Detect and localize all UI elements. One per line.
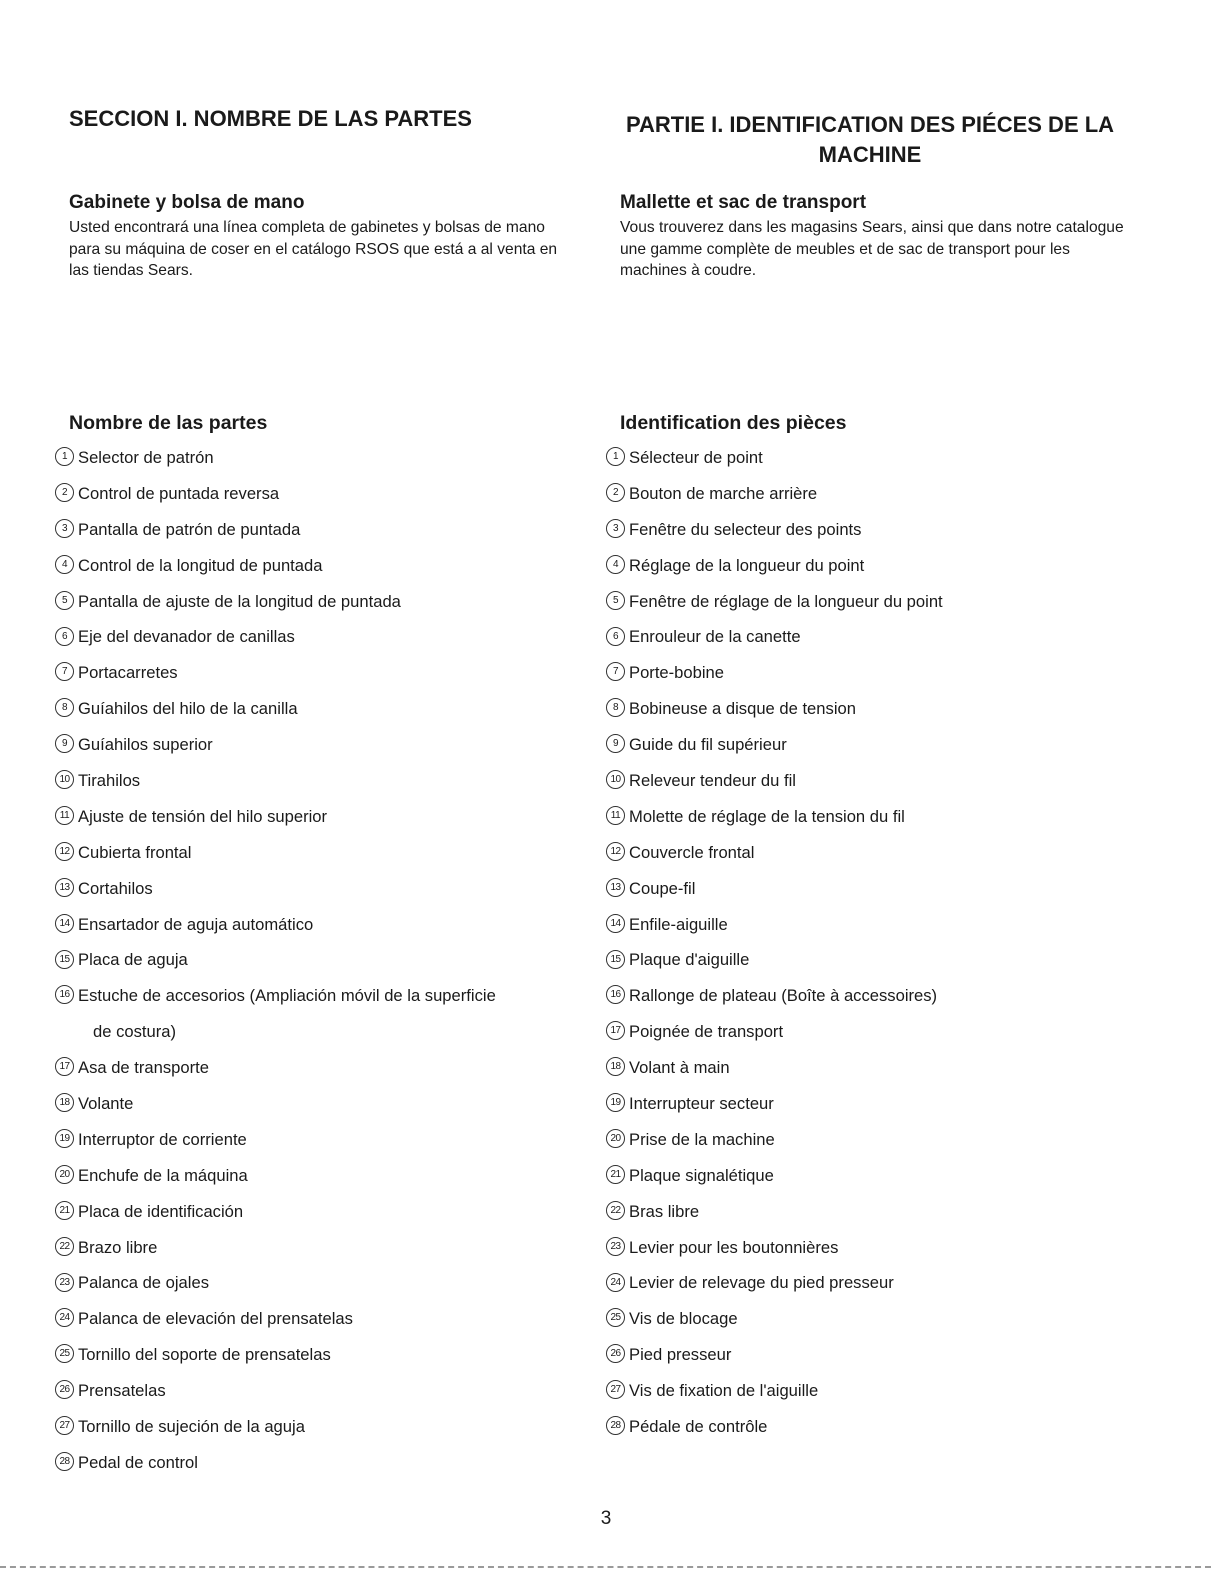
part-number-badge: 7 — [55, 662, 74, 681]
french-cabinet-title: Mallette et sac de transport — [620, 192, 867, 213]
part-item — [606, 584, 943, 620]
part-label: Placa de identificación — [78, 1201, 244, 1221]
part-label: Vis de fixation de l'aiguille — [629, 1381, 819, 1401]
part-item — [606, 440, 943, 476]
part-item — [606, 871, 943, 907]
part-label: Ensartador de aguja automático — [78, 914, 314, 934]
part-item — [55, 1230, 496, 1266]
part-item — [606, 799, 943, 835]
french-parts-title: Identification des pièces — [620, 412, 847, 434]
part-number-badge: 5 — [55, 591, 74, 610]
part-label: Fenêtre du selecteur des points — [629, 519, 862, 539]
part-number-badge: 9 — [606, 734, 625, 753]
part-number-badge: 20 — [55, 1165, 74, 1184]
part-item — [55, 1014, 496, 1050]
part-number-badge: 17 — [55, 1057, 74, 1076]
part-number-badge: 22 — [606, 1201, 625, 1220]
part-item — [55, 1373, 496, 1409]
part-item — [606, 1337, 943, 1373]
part-item — [606, 727, 943, 763]
part-item — [55, 835, 496, 871]
part-number-badge: 6 — [55, 627, 74, 646]
part-item — [55, 1050, 496, 1086]
part-number-badge: 12 — [606, 842, 625, 861]
part-number-badge: 22 — [55, 1237, 74, 1256]
part-item — [55, 907, 496, 943]
part-item — [55, 512, 496, 548]
part-item — [606, 619, 943, 655]
part-number-badge: 27 — [606, 1380, 625, 1399]
part-item — [55, 1158, 496, 1194]
part-item — [55, 619, 496, 655]
part-label: Eje del devanador de canillas — [78, 627, 295, 647]
part-item — [55, 655, 496, 691]
part-label: Cortahilos — [78, 878, 153, 898]
page-edge-line — [0, 1566, 1211, 1568]
part-item — [55, 1445, 496, 1481]
part-number-badge: 26 — [55, 1380, 74, 1399]
part-item — [606, 1194, 943, 1230]
part-label: Palanca de elevación del prensatelas — [78, 1309, 353, 1329]
part-label: Enchufe de la máquina — [78, 1165, 248, 1185]
part-item — [55, 691, 496, 727]
part-number-badge: 5 — [606, 591, 625, 610]
part-number-badge: 27 — [55, 1416, 74, 1435]
part-item — [606, 942, 943, 978]
part-item — [55, 871, 496, 907]
part-label: Fenêtre de réglage de la longueur du point — [629, 591, 943, 611]
part-item — [55, 1409, 496, 1445]
spanish-parts-list — [55, 440, 496, 1481]
part-number-badge: 25 — [606, 1308, 625, 1327]
part-item — [606, 1301, 943, 1337]
page-number: 3 — [600, 1508, 612, 1529]
part-label: Tornillo del soporte de prensatelas — [78, 1345, 331, 1365]
part-item — [55, 942, 496, 978]
part-label: Estuche de accesorios (Ampliación móvil de la superficie — [78, 986, 496, 1006]
spanish-cabinet-title: Gabinete y bolsa de mano — [69, 192, 305, 213]
part-number-badge: 24 — [606, 1273, 625, 1292]
part-number-badge: 10 — [606, 770, 625, 789]
part-item — [55, 1194, 496, 1230]
part-number-badge: 3 — [55, 519, 74, 538]
part-label: Asa de transporte — [78, 1058, 209, 1078]
part-number-badge: 23 — [55, 1273, 74, 1292]
part-item — [55, 548, 496, 584]
part-item — [55, 440, 496, 476]
part-label: Guide du fil supérieur — [629, 735, 787, 755]
part-label: Interruptor de corriente — [78, 1129, 247, 1149]
french-parts-list — [606, 440, 943, 1445]
part-number-badge: 11 — [55, 806, 74, 825]
part-label: Enfile-aiguille — [629, 914, 728, 934]
part-number-badge: 19 — [55, 1129, 74, 1148]
part-item — [55, 1337, 496, 1373]
part-number-badge: 6 — [606, 627, 625, 646]
part-item — [55, 1086, 496, 1122]
part-number-badge: 26 — [606, 1344, 625, 1363]
part-item — [606, 1086, 943, 1122]
part-number-badge: 25 — [55, 1344, 74, 1363]
part-item — [55, 1122, 496, 1158]
part-item — [606, 512, 943, 548]
part-item — [55, 978, 496, 1014]
part-number-badge: 16 — [55, 985, 74, 1004]
part-number-badge: 12 — [55, 842, 74, 861]
part-number-badge: 3 — [606, 519, 625, 538]
part-label: Bras libre — [629, 1201, 700, 1221]
part-number-badge: 23 — [606, 1237, 625, 1256]
part-number-badge: 8 — [55, 698, 74, 717]
part-item — [606, 907, 943, 943]
part-number-badge: 18 — [55, 1093, 74, 1112]
part-number-badge: 15 — [55, 950, 74, 969]
part-number-badge: 10 — [55, 770, 74, 789]
part-number-badge: 19 — [606, 1093, 625, 1112]
part-number-badge: 20 — [606, 1129, 625, 1148]
part-label: Control de la longitud de puntada — [78, 555, 323, 575]
part-item — [606, 691, 943, 727]
part-label: Pédale de contrôle — [629, 1417, 768, 1437]
part-label: Portacarretes — [78, 663, 178, 683]
part-item — [606, 978, 943, 1014]
part-label: Tornillo de sujeción de la aguja — [78, 1417, 305, 1437]
part-label: Ajuste de tensión del hilo superior — [78, 806, 328, 826]
part-label: Volant à main — [629, 1058, 730, 1078]
part-number-badge: 17 — [606, 1021, 625, 1040]
part-label: de costura) — [93, 1022, 177, 1042]
part-number-badge: 11 — [606, 806, 625, 825]
part-label: Prise de la machine — [629, 1129, 775, 1149]
part-number-badge: 15 — [606, 950, 625, 969]
part-item — [606, 476, 943, 512]
part-number-badge: 24 — [55, 1308, 74, 1327]
part-item — [606, 1409, 943, 1445]
part-item — [606, 1122, 943, 1158]
part-label: Selector de patrón — [78, 448, 214, 467]
part-label: Réglage de la longueur du point — [629, 555, 865, 575]
part-label: Enrouleur de la canette — [629, 627, 801, 647]
part-number-badge: 14 — [606, 914, 625, 933]
part-item — [55, 727, 496, 763]
part-item — [606, 835, 943, 871]
part-item — [606, 1014, 943, 1050]
part-number-badge: 7 — [606, 662, 625, 681]
part-label: Plaque signalétique — [629, 1165, 774, 1185]
part-label: Pedal de control — [78, 1452, 198, 1472]
part-number-badge: 13 — [606, 878, 625, 897]
part-label: Levier de relevage du pied presseur — [629, 1273, 894, 1293]
part-item — [606, 763, 943, 799]
spanish-parts-title: Nombre de las partes — [69, 412, 268, 434]
part-label: Rallonge de plateau (Boîte à accessoires) — [629, 986, 938, 1006]
part-label: Guíahilos del hilo de la canilla — [78, 699, 298, 719]
part-number-badge: 16 — [606, 985, 625, 1004]
part-number-badge: 18 — [606, 1057, 625, 1076]
part-item — [55, 476, 496, 512]
part-label: Interrupteur secteur — [629, 1094, 774, 1114]
part-label: Placa de aguja — [78, 950, 188, 970]
part-label: Plaque d'aiguille — [629, 950, 750, 970]
part-number-badge: 8 — [606, 698, 625, 717]
part-label: Control de puntada reversa — [78, 483, 280, 503]
part-item — [606, 1158, 943, 1194]
part-label: Vis de blocage — [629, 1309, 738, 1329]
part-number-badge: 28 — [606, 1416, 625, 1435]
spanish-section-title: SECCION I. NOMBRE DE LAS PARTES — [69, 106, 472, 131]
part-item — [55, 1301, 496, 1337]
part-item — [606, 1373, 943, 1409]
part-label: Coupe-fil — [629, 878, 696, 898]
part-number-badge: 14 — [55, 914, 74, 933]
part-number-badge: 28 — [55, 1452, 74, 1471]
part-item — [55, 763, 496, 799]
part-label: Poignée de transport — [629, 1022, 784, 1042]
part-number-badge: 1 — [606, 447, 625, 466]
part-label: Porte-bobine — [629, 663, 725, 683]
part-number-badge: 2 — [606, 483, 625, 502]
part-label: Sélecteur de point — [629, 448, 763, 467]
part-number-badge: 4 — [55, 555, 74, 574]
french-section-title: PARTIE I. IDENTIFICATION DES PIÉCES DE LA MACHINE — [625, 112, 1115, 167]
part-label: Prensatelas — [78, 1381, 166, 1401]
part-item — [606, 1265, 943, 1301]
part-item — [606, 1050, 943, 1086]
part-label: Couvercle frontal — [629, 842, 755, 862]
part-label: Tirahilos — [78, 771, 141, 791]
part-label: Brazo libre — [78, 1237, 158, 1257]
part-item — [606, 548, 943, 584]
part-label: Levier pour les boutonnières — [629, 1237, 839, 1257]
part-item — [606, 1230, 943, 1266]
part-number-badge: 21 — [55, 1201, 74, 1220]
part-label: Molette de réglage de la tension du fil — [629, 806, 905, 826]
part-label: Bobineuse a disque de tension — [629, 699, 856, 719]
part-item — [55, 799, 496, 835]
part-number-badge: 9 — [55, 734, 74, 753]
part-label: Releveur tendeur du fil — [629, 771, 796, 791]
part-label: Palanca de ojales — [78, 1273, 209, 1293]
part-item — [606, 655, 943, 691]
part-label: Cubierta frontal — [78, 842, 192, 862]
part-label: Guíahilos superior — [78, 735, 213, 755]
part-number-badge: 1 — [55, 447, 74, 466]
part-label: Volante — [78, 1094, 134, 1114]
part-label: Bouton de marche arrière — [629, 483, 818, 503]
spanish-cabinet-text: Usted encontrará una línea completa de gabinetes y bolsas de mano para su máquina de coser en el catálogo RSOS que está a al venta en las tiendas Sears. — [69, 219, 558, 279]
part-number-badge: 2 — [55, 483, 74, 502]
part-label: Pantalla de patrón de puntada — [78, 519, 301, 539]
part-number-badge: 4 — [606, 555, 625, 574]
part-item — [55, 1265, 496, 1301]
part-number-badge: 13 — [55, 878, 74, 897]
part-label: Pantalla de ajuste de la longitud de puntada — [78, 591, 401, 611]
french-cabinet-text: Vous trouverez dans les magasins Sears, ainsi que dans notre catalogue une gamme complète de meubles et de sac de transport pour les machines à coudre. — [620, 219, 1124, 279]
part-item — [55, 584, 496, 620]
part-label: Pied presseur — [629, 1345, 732, 1365]
part-number-badge: 21 — [606, 1165, 625, 1184]
